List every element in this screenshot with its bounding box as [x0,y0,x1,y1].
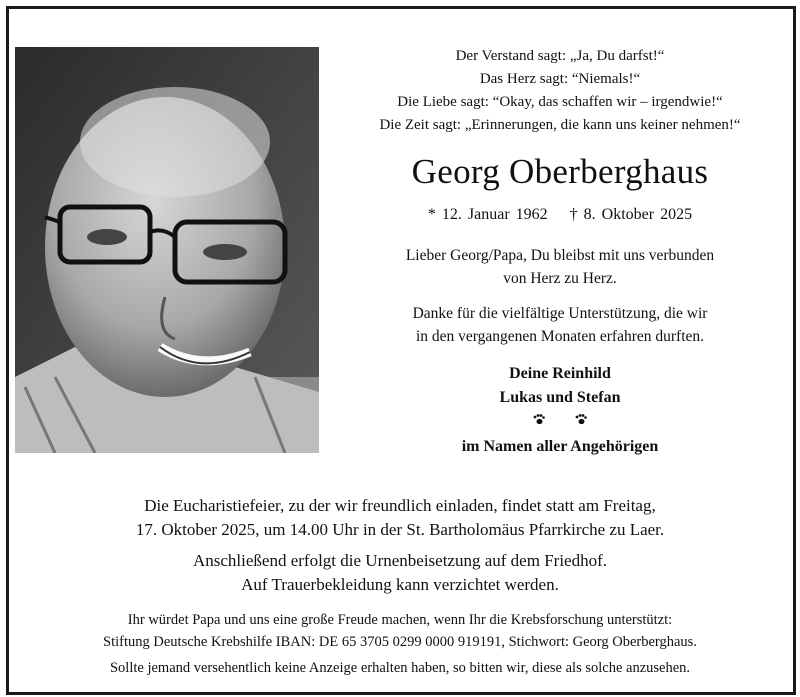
paw-icon [533,414,545,428]
quote-line: Die Zeit sagt: „Erinnerungen, die kann uns keiner nehmen!“ [379,117,741,133]
ceremony-line: 17. Oktober 2025, um 14.00 Uhr in der St. Bartholomäus Pfarrkirche zu Laer. [135,520,665,539]
signatory-line: Deine Reinhild [509,365,611,382]
message-line: Lieber Georg/Papa, Du bleibst mit uns verbunden [405,247,715,264]
message-line: von Herz zu Herz. [503,270,617,287]
donation-line: Ihr würdet Papa und uns eine große Freude machen, wenn Ihr die Krebsforschung unterstützt: [127,612,673,628]
deceased-name: Georg Oberberghaus [411,152,709,191]
message-line: Danke für die vielfältige Unterstützung, die wir [412,305,708,322]
paw-prints [330,414,790,428]
burial-line: Anschließend erfolgt die Urnenbeisetzung auf dem Friedhof. [192,551,607,570]
death-date: † 8. Oktober 2025 [569,206,693,223]
donation-line: Stiftung Deutsche Krebshilfe IBAN: DE 65 3705 0299 0000 919191, Stichwort: Georg Oberberghaus. [103,634,697,650]
burial-info [15,549,785,597]
signatories [330,362,790,410]
quote-line: Die Liebe sagt: “Okay, das schaffen wir – irgendwie!“ [397,94,723,110]
donation-request [15,609,785,653]
farewell-message [330,244,790,290]
family-line: im Namen aller Angehörigen [461,438,659,455]
opening-quote [330,45,790,137]
paw-icon [575,414,587,428]
quote-line: Das Herz sagt: “Niemals!“ [479,71,641,87]
thanks-message [330,302,790,348]
message-line: in den vergangenen Monaten erfahren durften. [415,328,705,345]
notice-line: Sollte jemand versehentlich keine Anzeige erhalten haben, so bitten wir, diese als solche anzusehen. [109,660,691,676]
ceremony-info [15,494,785,542]
burial-line: Auf Trauerbekleidung kann verzichtet werden. [241,575,559,594]
life-dates [330,203,790,227]
quote-line: Der Verstand sagt: „Ja, Du darfst!“ [455,48,665,64]
signatory-line: Lukas und Stefan [499,389,621,406]
birth-date: * 12. Januar 1962 [427,206,548,223]
ceremony-line: Die Eucharistiefeier, zu der wir freundlich einladen, findet statt am Freitag, [144,496,656,515]
portrait-photo [15,47,319,453]
